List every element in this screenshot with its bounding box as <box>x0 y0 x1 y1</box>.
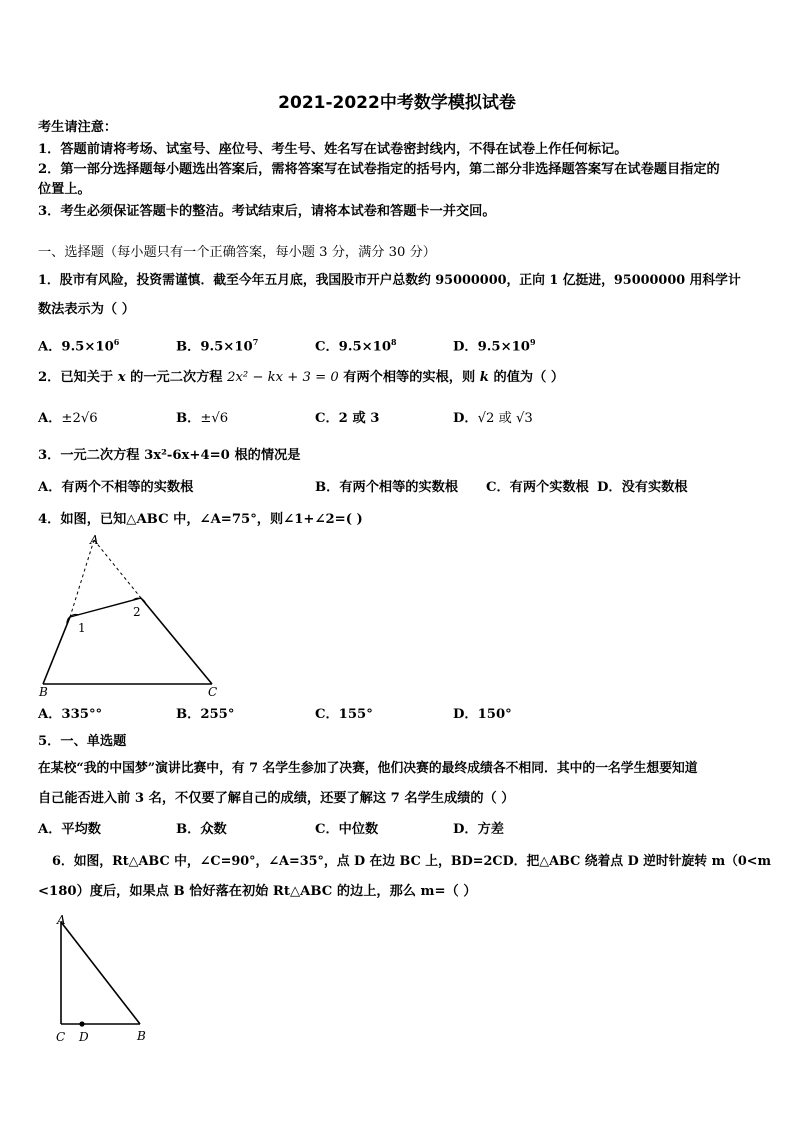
label-c: C <box>208 685 218 699</box>
question-1-option-c: C．$9.5\times 10^8$ <box>315 337 397 355</box>
question-1-option-a: A．$9.5\times 10^6$ <box>38 337 120 355</box>
question-5-heading: 5．一、单选题 <box>38 734 127 749</box>
question-3-option-a: A．有两个不相等的实数根 <box>38 480 194 495</box>
question-5-option-a: A．平均数 <box>38 822 101 837</box>
question-6-line-2: <180）度后，如果点 B 恰好落在初始 Rt△ABC 的边上，那么 m=（ ） <box>38 884 477 899</box>
question-5-option-b: B．众数 <box>176 822 227 837</box>
question-3-option-d: D．没有实数根 <box>597 480 688 495</box>
question-5-line-1: 在某校“我的中国梦”演讲比赛中，有 7 名学生参加了决赛，他们决赛的最终成绩各不相同．其中的一名学生想要知道 <box>38 761 698 776</box>
question-1-option-d: D．$9.5\times 10^9$ <box>453 337 536 355</box>
question-4-stem: 4．如图，已知△ABC 中，∠A=75°，则∠1+∠2=( ) <box>38 512 363 527</box>
question-2-option-b: B．±√6 <box>176 411 229 426</box>
question-1-line-1: 1．股市有风险，投资需谨慎．截至今年五月底，我国股市开户总数约 95000000，正向 1 亿挺进，95000000 用科学计 <box>38 273 741 288</box>
side-ab-lower <box>43 617 70 684</box>
notice-item-2: 2．第一部分选择题每小题选出答案后，需将答案写在试卷指定的括号内，第二部分非选择题答案写在试卷题目指定的 <box>38 162 720 177</box>
question-1-line-2: 数法表示为（ ） <box>38 302 135 317</box>
label-b: B <box>137 1029 146 1043</box>
page-title: 2021-2022中考数学模拟试卷 <box>278 93 516 113</box>
label-a: A <box>57 913 66 927</box>
question-6-figure <box>48 912 158 1047</box>
question-2-option-c: C．2 或 3 <box>315 411 380 426</box>
question-4-option-d: D．150° <box>453 707 512 722</box>
label-angle-2: 2 <box>133 605 141 619</box>
side-ac-lower <box>141 598 212 684</box>
label-angle-1: 1 <box>78 621 86 635</box>
label-c: C <box>56 1030 66 1044</box>
question-4-figure <box>30 532 230 702</box>
question-4-option-a: A．335°° <box>38 707 103 722</box>
notice-item-2-cont: 位置上。 <box>38 182 91 197</box>
label-a: A <box>90 533 99 547</box>
dashed-side-ac <box>94 540 141 598</box>
question-2-option-d: D．√2 或 √3 <box>453 411 533 426</box>
question-5-option-d: D．方差 <box>453 822 504 837</box>
question-1-option-b: B．$9.5\times 10^7$ <box>176 337 259 355</box>
section-heading: 一、选择题（每小题只有一个正确答案，每小题 3 分，满分 30 分） <box>38 245 436 260</box>
label-b: B <box>39 685 48 699</box>
notice-item-1: 1．答题前请将考场、试室号、座位号、考生号、姓名写在试卷密封线内，不得在试卷上作任何标记。 <box>38 142 628 157</box>
question-3-option-b: B．有两个相等的实数根 <box>315 480 459 495</box>
question-3-option-c: C．有两个实数根 <box>486 480 589 495</box>
dashed-side-ab <box>70 540 94 617</box>
question-4-option-c: C．155° <box>315 707 373 722</box>
question-5-option-c: C．中位数 <box>315 822 379 837</box>
question-2-option-a: A．±2√6 <box>38 411 98 426</box>
notice-heading: 考生请注意： <box>38 120 118 135</box>
notice-item-3: 3．考生必须保证答题卡的整洁。考试结束后，请将本试卷和答题卡一并交回。 <box>38 204 496 219</box>
question-2-stem: 2．已知关于 x 的一元二次方程 2x² − kx + 3 = 0 有两个相等的实根，则 k 的值为（ ） <box>38 370 565 385</box>
point-d <box>79 1021 84 1026</box>
question-6-line-1: 6．如图，Rt△ABC 中，∠C=90°，∠A=35°，点 D 在边 BC 上，BD=2CD．把△ABC 绕着点 D 逆时针旋转 m（0<m <box>52 854 772 869</box>
question-4-option-b: B．255° <box>176 707 235 722</box>
question-3-stem: 3．一元二次方程 3x²-6x+4=0 根的情况是 <box>38 448 301 463</box>
question-5-line-2: 自己能否进入前 3 名，不仅要了解自己的成绩，还要了解这 7 名学生成绩的（ ） <box>38 791 515 806</box>
label-d: D <box>79 1030 89 1044</box>
cut-line <box>70 598 141 617</box>
side-ab <box>61 922 140 1024</box>
